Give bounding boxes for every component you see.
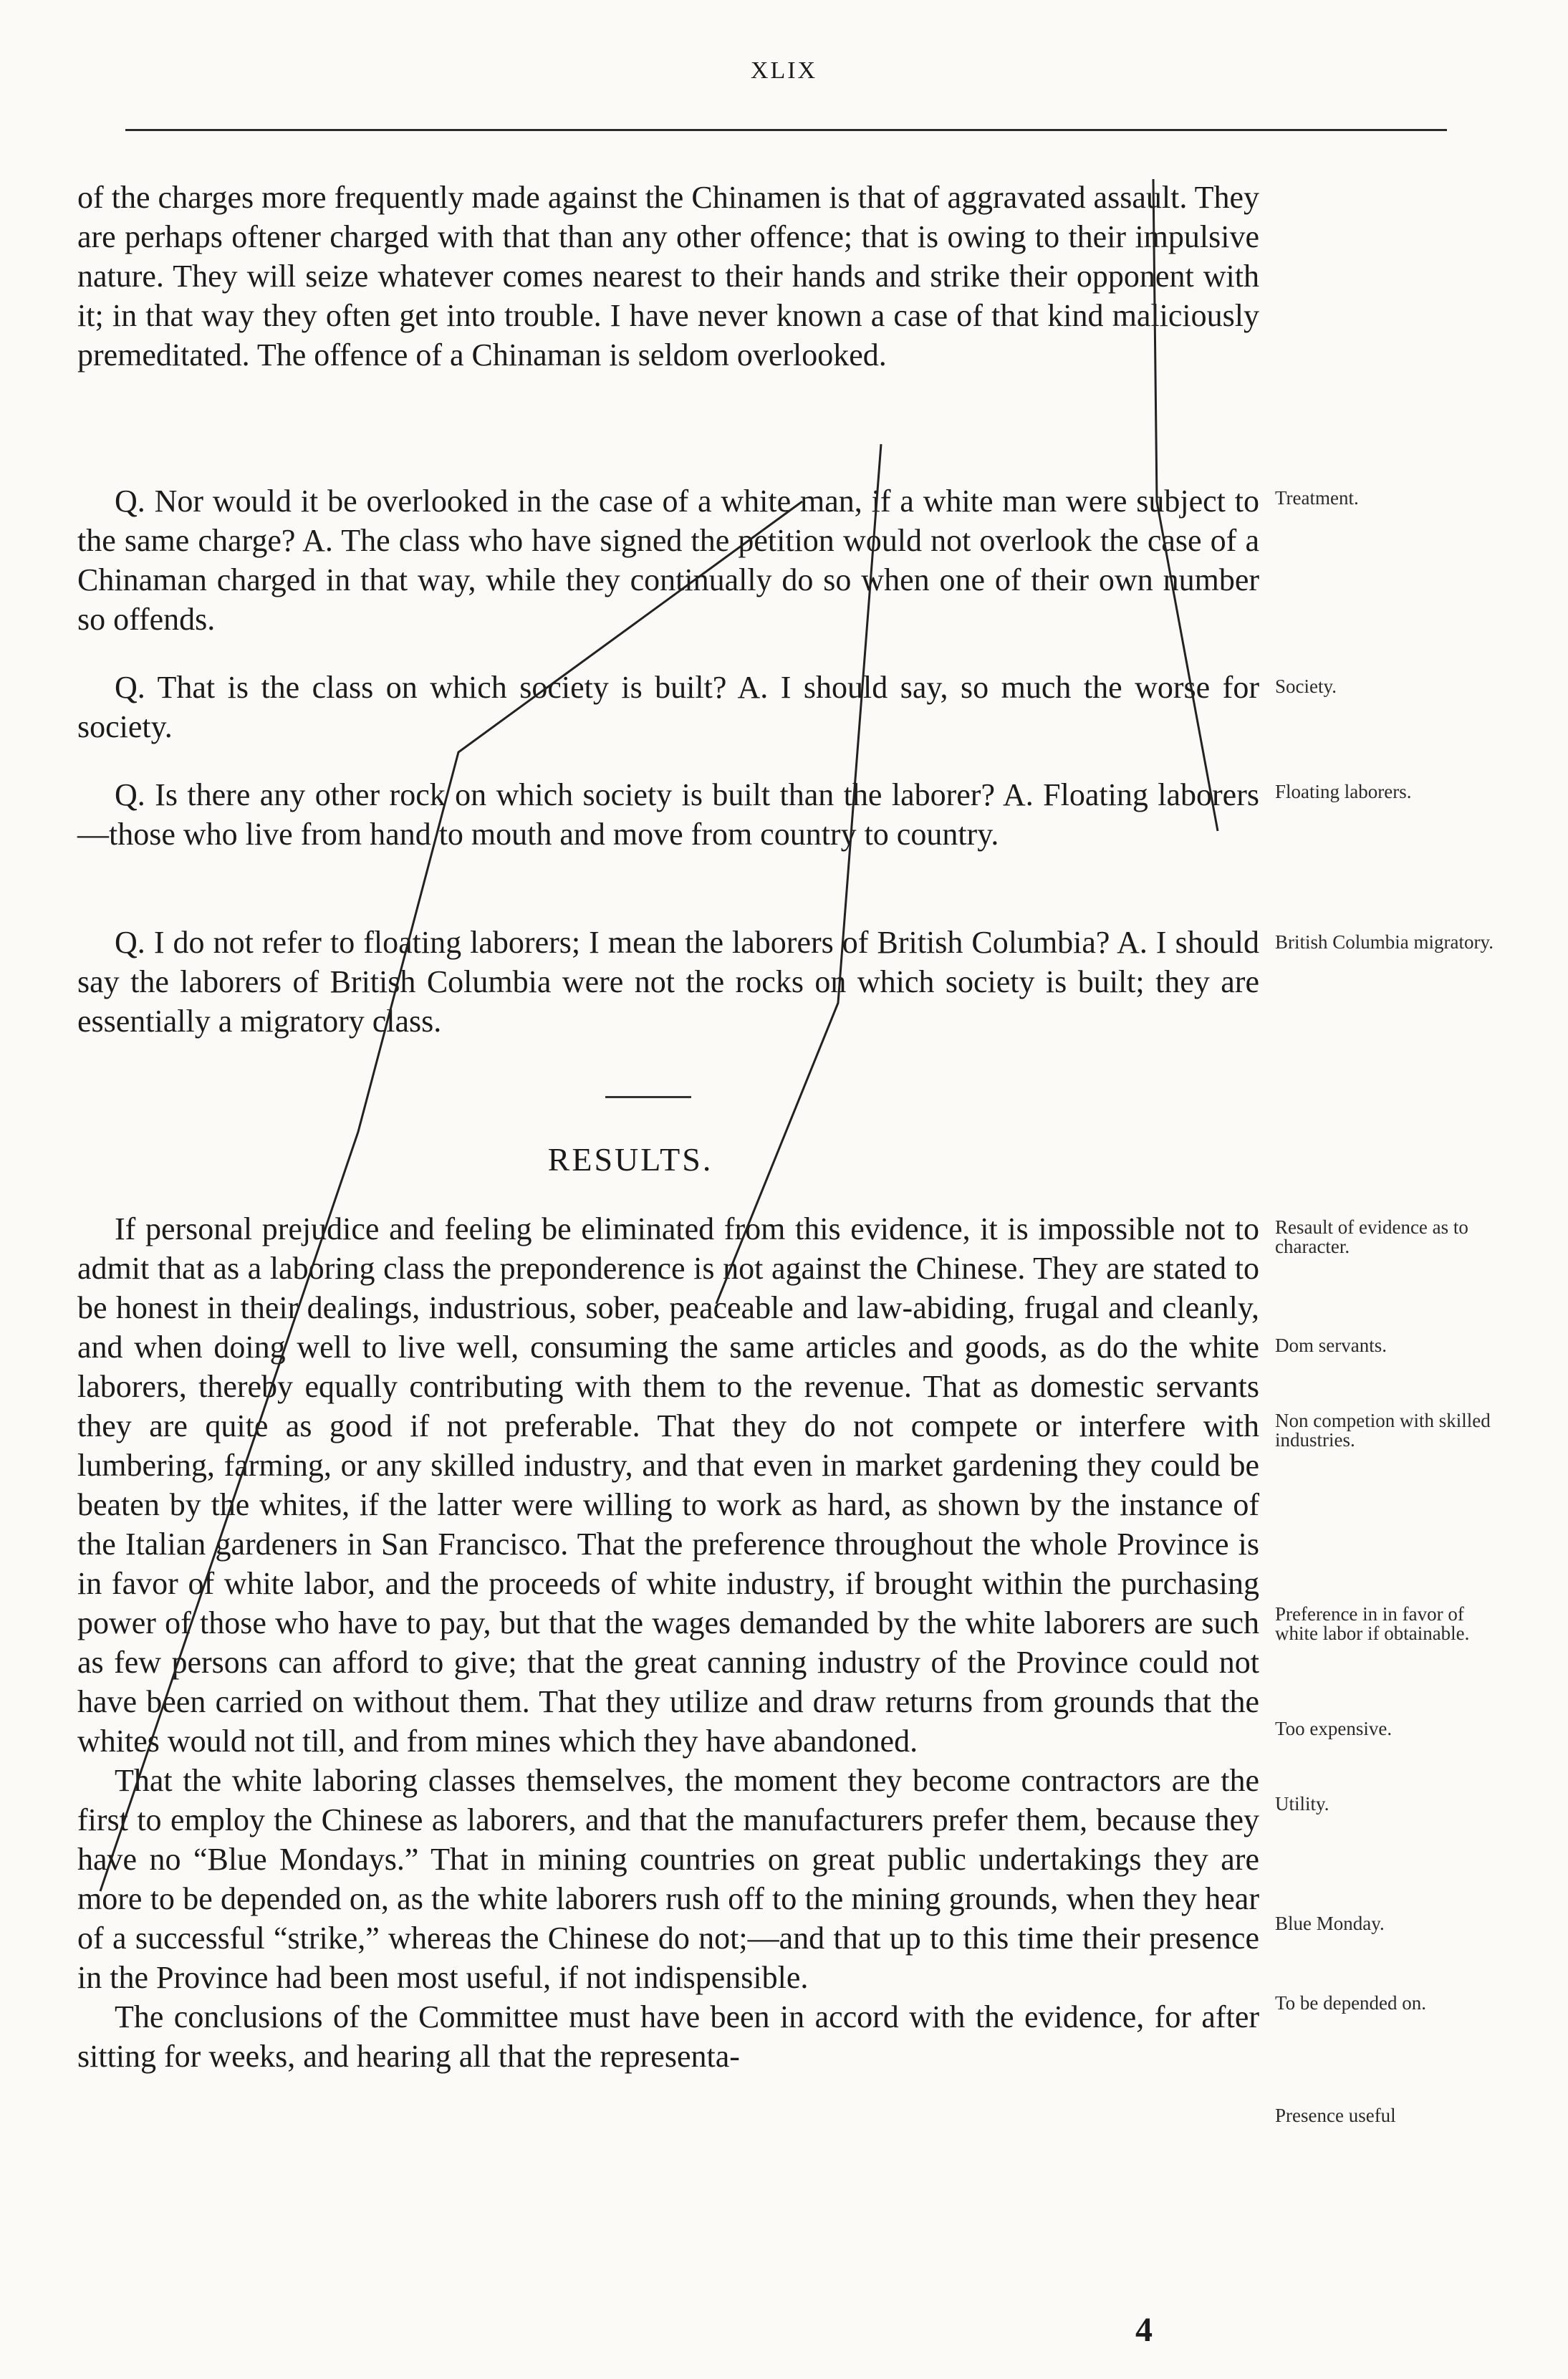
paragraph: The conclusions of the Committee must have been in accord with the evidence, for after sitting for weeks, and hearing all that the representa- <box>77 1999 1259 2074</box>
paragraph: That the white laboring classes themselves, the moment they become contractors are the first to employ the Chinese as laborers, and that the manufacturers prefer them, because they have no “Blue Mondays.” That in mining countries on great public undertakings they are more to be depended on, as the white laborers rush off to the mining grounds, when they hear of a successful “strike,” whereas the Chinese do not;—and that up to this time their presence in the Province had been most useful, if not indispensible. <box>77 1763 1259 1995</box>
results-body <box>77 1209 1259 2076</box>
paragraph: Q. I do not refer to floating laborers; I mean the laborers of British Columbia? A. I should say the laborers of British Columbia were not the rocks on which society is built; they are essentially a migratory class. <box>77 925 1259 1039</box>
margin-note: Utility. <box>1275 1793 1329 1815</box>
testimony-question <box>77 668 1259 746</box>
margin-note: Preference in in favor of white labor if obtainable. <box>1275 1603 1470 1644</box>
margin-note: Dom servants. <box>1275 1335 1387 1356</box>
margin-note: Society. <box>1275 676 1337 697</box>
paragraph: Q. That is the class on which society is built? A. I should say, so much the worse for society. <box>77 670 1259 744</box>
sheet-number: 4 <box>1135 2311 1153 2349</box>
testimony-question <box>77 775 1259 854</box>
margin-note: Treatment. <box>1275 487 1359 509</box>
margin-note: Resault of evidence as to character. <box>1275 1216 1468 1257</box>
margin-note: To be depended on. <box>1275 1992 1427 2014</box>
section-divider <box>605 1096 691 1098</box>
testimony-question <box>77 923 1259 1041</box>
page-number: XLIX <box>750 57 818 84</box>
header-rule <box>125 129 1447 131</box>
margin-note: Floating laborers. <box>1275 781 1412 802</box>
paragraph: of the charges more frequently made against the Chinamen is that of aggravated assault. They are perhaps oftener charged with that than any other offence; that is owing to their impulsive nature. They will seize whatever comes nearest to their hands and strike their opponent with it; in that way they often get into trouble. I have never known a case of that kind maliciously premeditated. The offence of a Chinaman is seldom overlooked. <box>77 180 1259 373</box>
margin-note: Blue Monday. <box>1275 1913 1385 1934</box>
section-heading: RESULTS. <box>547 1141 713 1178</box>
paragraph: Q. Nor would it be overlooked in the case of a white man, if a white man were subject to the same charge? A. The class who have signed the petition would not overlook the case of a Chinaman charged in that way, while they continually do so when one of their own number so offends. <box>77 484 1259 637</box>
testimony-continuation <box>77 178 1259 375</box>
margin-note: Presence useful <box>1275 2105 1396 2126</box>
paragraph: If personal prejudice and feeling be eliminated from this evidence, it is impossible not to admit that as a laboring class the preponderence is not against the Chinese. They are stated to be honest in their dealings, industrious, sober, peaceable and law-abiding, frugal and cleanly, and when doing well to live well, consuming the same articles and goods, as do the white laborers, thereby equally contributing with them to the revenue. That as domestic servants they are quite as good if not preferable. That they do not compete or interfere with lumbering, farming, or any skilled industry, and that even in market gardening they could be beaten by the whites, if the latter were willing to work as hard, as shown by the instance of the Italian gardeners in San Francisco. That the preference throughout the whole Province is in favor of white labor, and the proceeds of white industry, if brought within the purchasing power of those who have to pay, but that the wages demanded by the white laborers are such as few persons can afford to give; that the great canning industry of the Province could not have been carried on without them. That they utilize and draw returns from grounds that the whites would not till, and from mines which they have abandoned. <box>77 1211 1259 1759</box>
testimony-question <box>77 481 1259 639</box>
margin-note: Too expensive. <box>1275 1718 1393 1739</box>
margin-note: Non competion with skilled industries. <box>1275 1410 1491 1451</box>
margin-note: British Columbia migratory. <box>1275 931 1494 953</box>
paragraph: Q. Is there any other rock on which society is built than the laborer? A. Floating laborers—those who live from hand to mouth and move from country to country. <box>77 777 1259 852</box>
